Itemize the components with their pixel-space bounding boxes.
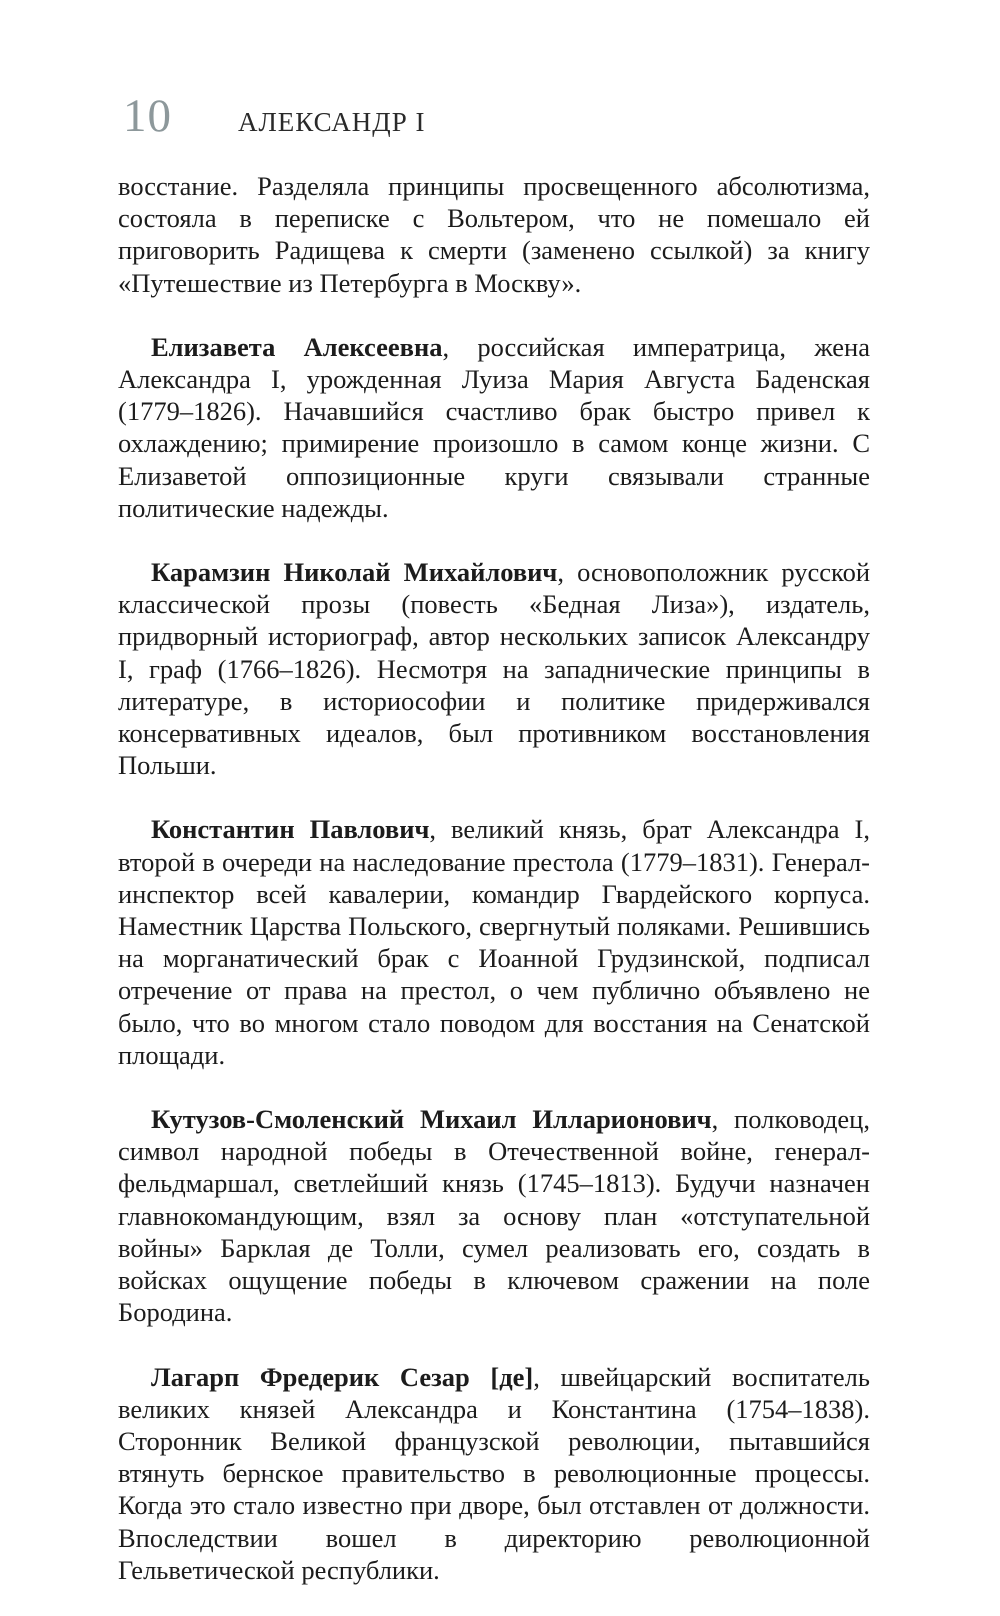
entry-text: , великий князь, брат Александра I, второй в очереди на наследование престола (1779–1831). Генерал-инспектор всей кавалерии, командир Гвардейского корпуса. Наместник Царства Польского, свергнутый поляками. Решившись на морганатический брак с Иоанной Грудзинской, подписал отречение от права на престол, о чем публично объявлено не было, что во многом стало поводом для восстания на Сенатской площади. <box>118 814 871 1070</box>
entry-karamzin <box>118 556 870 781</box>
entry-name: Кутузов-Смоленский Михаил Илларионович <box>151 1104 712 1135</box>
entry-text: , российская императрица, жена Александра I, урожденная Луиза Мария Августа Баденская (1779–1826). Начавшийся счастливо брак быстро привел к охлаждению; примирение произошло в самом конце жизни. С Елизаветой оппозиционные круги связывали странные политические надежды. <box>118 331 870 523</box>
entry-text: , основоположник русской классической прозы (повесть «Бедная Лиза»), издатель, придворный историограф, автор нескольких записок Александру I, граф (1766–1826). Несмотря на западнические принципы в литературе, в историософии и политике придерживался консервативных идеалов, был противником восстановления Польши. <box>118 557 870 781</box>
entry-kutuzov <box>118 1103 870 1328</box>
entry-name: Елизавета Алексеевна <box>151 331 443 362</box>
continuation-paragraph: восстание. Разделяла принципы просвещенного абсолютизма, состояла в переписке с Вольтером, что не помешало ей приговорить Радищева к смерти (заменено ссылкой) за книгу «Путешествие из Петербурга в Москву». <box>118 171 870 298</box>
entry-name: Лагарп Фредерик Сезар [де] <box>151 1361 534 1392</box>
entry-name: Карамзин Николай Михайлович <box>151 557 558 588</box>
running-head <box>123 86 425 146</box>
page-number: 10 <box>123 90 172 142</box>
entry-name: Константин Павлович <box>151 814 430 845</box>
entry-konstantin <box>118 813 870 1071</box>
entry-elizaveta <box>118 331 870 524</box>
entry-text: , швейцарский воспитатель великих князей Александра и Константина (1754–1838). Сторонник Великой французской революции, пытавшийся втянуть бернское правительство в революционные процессы. Когда это стало известно при дворе, был отставлен от должности. Впоследствии вошел в директорию революционной Гельветической республики. <box>118 1361 870 1585</box>
entry-laharpe <box>118 1361 870 1586</box>
entry-text: , полководец, символ народной победы в Отечественной войне, генерал-фельдмаршал, светлейший князь (1745–1813). Будучи назначен главнокомандующим, взял за основу план «отступательной войны» Барклая де Толли, сумел реализовать его, создать в войсках ощущение победы в ключевом сражении на поле Бородина. <box>118 1104 870 1328</box>
body-text <box>118 170 870 1586</box>
book-title: АЛЕКСАНДР I <box>238 107 426 137</box>
